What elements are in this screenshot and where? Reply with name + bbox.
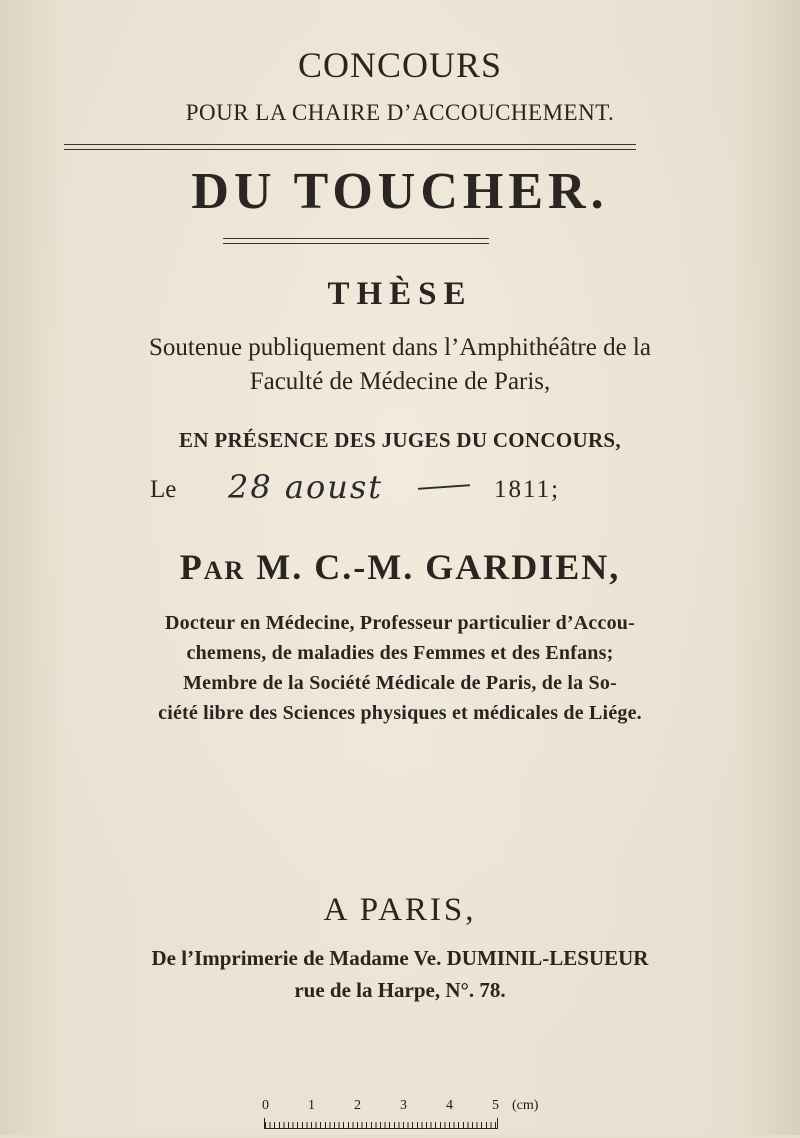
- author-line: [0, 546, 800, 588]
- handwritten-date: 28 aoust: [228, 468, 384, 506]
- date-prefix: Le: [150, 476, 177, 503]
- header-title: CONCOURS: [297, 45, 503, 85]
- handwritten-flourish: [418, 484, 470, 490]
- these-line-1: Soutenue publiquement dans l’Amphithéâtre de la: [149, 334, 651, 361]
- author-name: M. C.-M. GARDIEN,: [256, 547, 621, 587]
- scale-label: 3: [400, 1098, 407, 1113]
- imprint-city: A PARIS,: [323, 892, 477, 928]
- author-desc-line: chemens, de maladies des Femmes et des Enfans;: [186, 642, 614, 664]
- date-year: 1811;: [494, 476, 561, 503]
- scale-label: 0: [262, 1098, 269, 1113]
- author-par-rest: AR: [203, 556, 246, 585]
- scale-label: 4: [446, 1098, 453, 1113]
- author-desc-line: ciété libre des Sciences physiques et médicales de Liége.: [158, 702, 642, 724]
- presence-line: EN PRÉSENCE DES JUGES DU CONCOURS,: [179, 428, 621, 452]
- author-desc-line: Docteur en Médecine, Professeur particulier d’Accou-: [165, 612, 635, 634]
- scale-label: 2: [354, 1098, 361, 1113]
- scale-ruler: [264, 1118, 498, 1129]
- scale-bar: [262, 1098, 562, 1138]
- scale-label: 1: [308, 1098, 315, 1113]
- these-line-2: Faculté de Médecine de Paris,: [249, 368, 551, 395]
- author-desc-line: Membre de la Société Médicale de Paris, de la So-: [183, 672, 617, 694]
- main-title: DU TOUCHER.: [191, 163, 609, 220]
- double-rule-top: [64, 144, 636, 150]
- scale-label: 5: [492, 1098, 499, 1113]
- these-heading: THÈSE: [327, 276, 473, 312]
- scale-unit: (cm): [512, 1098, 539, 1113]
- imprint-line-2: rue de la Harpe, N°. 78.: [294, 978, 506, 1002]
- author-par-initial: P: [179, 547, 204, 587]
- imprint-line-1: De l’Imprimerie de Madame Ve. DUMINIL-LESUEUR: [151, 946, 649, 970]
- header-subtitle: POUR LA CHAIRE D’ACCOUCHEMENT.: [185, 100, 615, 125]
- double-rule-bottom: [223, 238, 489, 244]
